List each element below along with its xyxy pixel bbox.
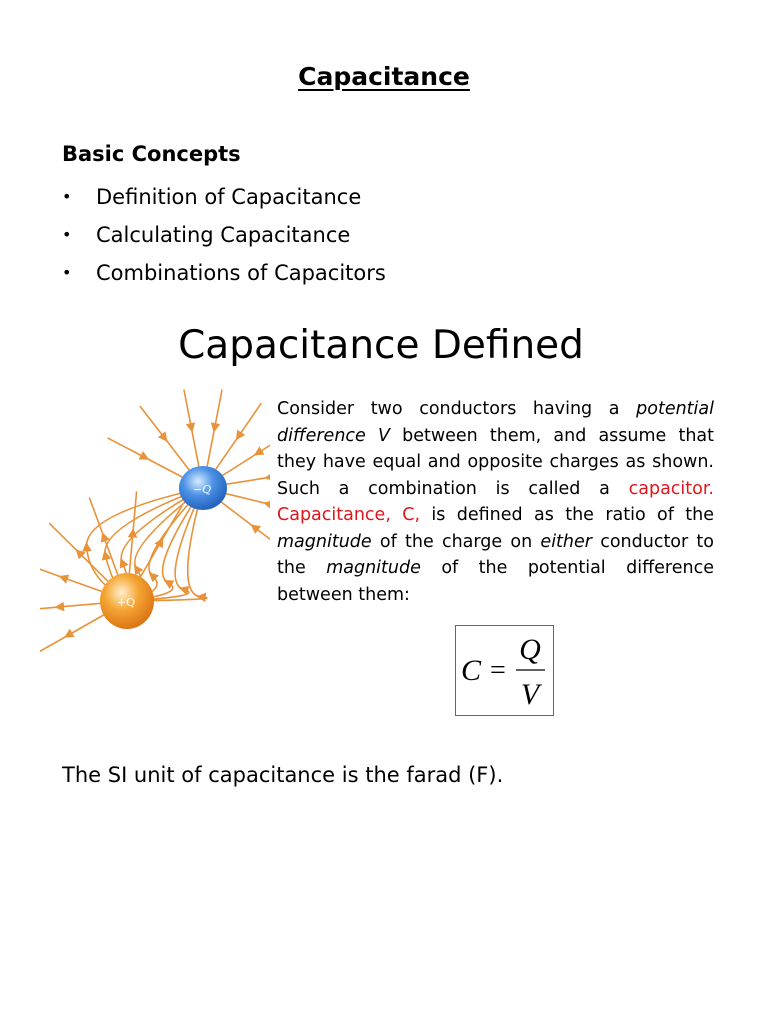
capacitance-formula — [455, 625, 554, 716]
capacitance-term: Capacitance, C, — [277, 505, 421, 525]
field-lines — [40, 390, 270, 656]
negative-conductor — [179, 466, 227, 510]
page-title: Capacitance — [298, 62, 470, 91]
emphasis-text: magnitude — [277, 531, 372, 552]
basic-concepts-heading: Basic Concepts — [62, 142, 241, 166]
basic-concepts-list — [62, 178, 386, 292]
formula-lhs: C — [461, 654, 482, 687]
list-item — [62, 254, 386, 292]
field-line — [140, 406, 189, 470]
field-line — [108, 438, 182, 477]
formula-numerator: Q — [519, 633, 541, 666]
field-line — [40, 603, 101, 610]
bullet-icon: • — [62, 225, 72, 244]
field-line — [89, 498, 118, 576]
field-line — [207, 390, 222, 467]
list-item-label: Combinations of Capacitors — [96, 261, 386, 285]
list-item-label: Definition of Capacitance — [96, 185, 362, 209]
definition-paragraph: Consider two conductors having a potential difference V between them, and assume that they have equal and opposite charges as shown. Such a combination is called a capacitor. Capacitance, C, is defined as the ratio of the magnitude of the charge on either conductor to the magnitude of the potential difference between them: — [277, 399, 715, 605]
list-item-label: Calculating Capacitance — [96, 223, 351, 247]
field-line — [49, 523, 108, 582]
list-item — [62, 216, 386, 254]
si-unit-statement: The SI unit of capacitance is the farad (F). — [62, 763, 504, 787]
positive-conductor — [100, 573, 154, 629]
field-line — [184, 390, 199, 467]
field-line — [216, 403, 262, 469]
formula-denominator: V — [520, 678, 540, 711]
field-line — [40, 615, 104, 657]
list-item — [62, 178, 386, 216]
negative-charge-label: −Q — [192, 483, 212, 496]
emphasis-text: potential difference V — [277, 399, 714, 446]
bullet-icon: • — [62, 263, 72, 282]
field-line — [227, 471, 270, 485]
positive-charge-label: +Q — [116, 596, 136, 609]
field-line — [223, 431, 270, 476]
formula-equals: = — [490, 655, 506, 686]
electric-field-diagram — [40, 385, 270, 665]
field-line — [221, 502, 270, 552]
capacitor-term: capacitor. — [628, 478, 714, 499]
bullet-icon: • — [62, 187, 72, 206]
emphasis-text: magnitude — [326, 558, 421, 578]
emphasis-text: either — [540, 531, 592, 552]
section-heading: Capacitance Defined — [178, 323, 584, 368]
